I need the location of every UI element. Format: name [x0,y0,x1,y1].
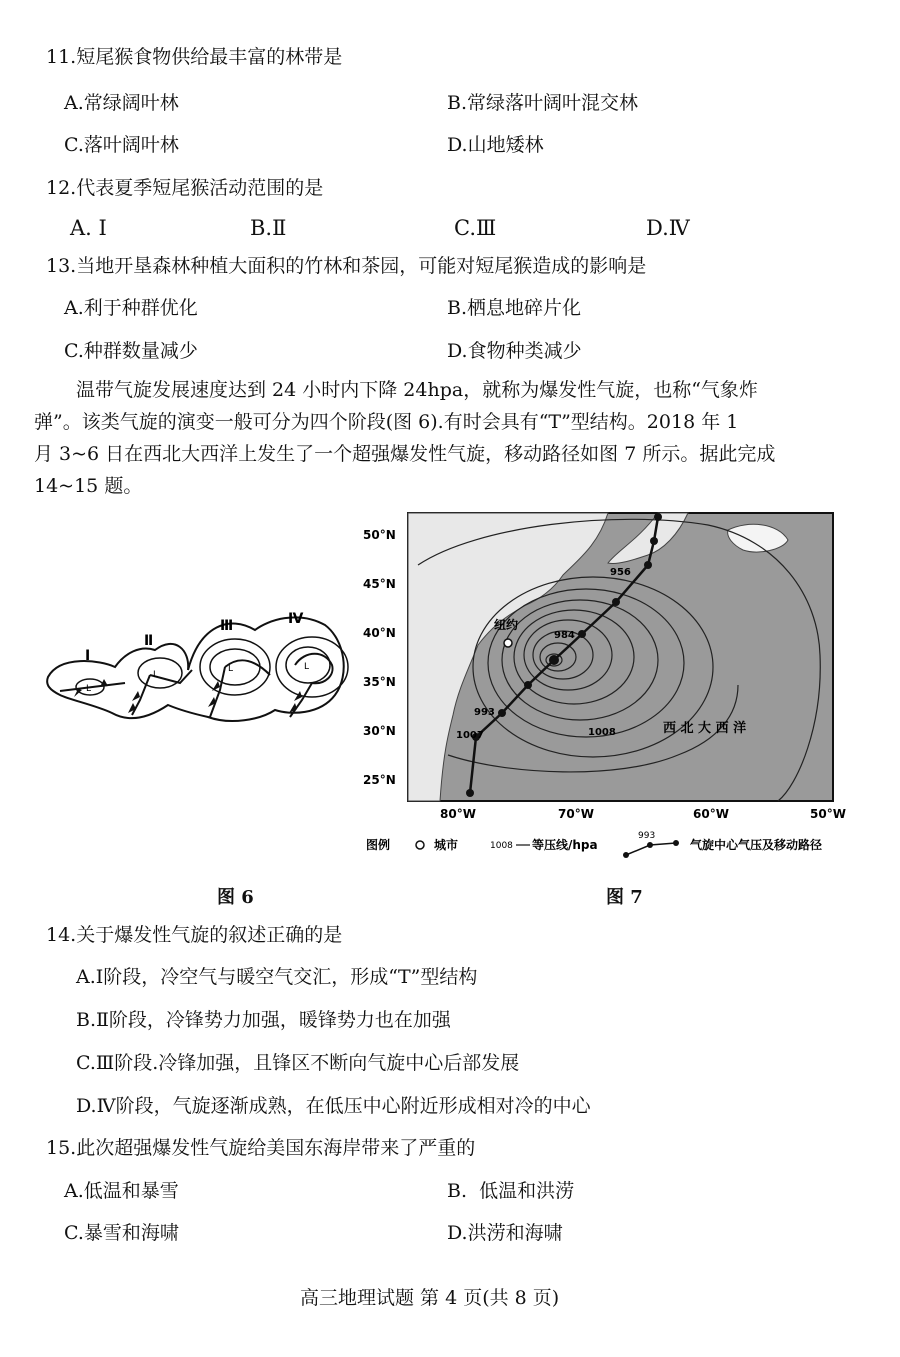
legend-isobar-label: 等压线/hpa [532,838,598,852]
legend-path-point [673,840,679,846]
legend-city-label: 城市 [434,838,459,852]
track-point [578,630,586,638]
q13-option-a: A.利于种群优化 [64,297,198,319]
q12-option-a: A. Ⅰ [70,216,107,240]
q12-option-b: B.Ⅱ [250,216,287,240]
lat-label-50n: 50°N [363,528,396,542]
q11-option-c: C.落叶阔叶林 [64,134,179,156]
q14-stem: 14.关于爆发性气旋的叙述正确的是 [46,924,343,946]
lat-label-25n: 25°N [363,773,396,787]
stage-4-cyclone [276,637,348,717]
figure-7-caption: 图 7 [606,887,643,908]
q11-option-b: B.常绿落叶阔叶混交林 [447,92,639,114]
q11-stem: 11.短尾猴食物供给最丰富的林带是 [46,46,343,68]
track-point [466,789,474,797]
q15-stem: 15.此次超强爆发性气旋给美国东海岸带来了严重的 [46,1137,476,1159]
pressure-label-984: 984 [554,630,575,641]
passage-line-4: 14~15 题。 [34,475,143,497]
q12-option-c: C.Ⅲ [454,216,497,240]
track-point [524,681,532,689]
q15-option-a: A.低温和暴雪 [64,1180,179,1202]
q15-option-c: C.暴雪和海啸 [64,1222,179,1244]
city-marker-new-york [504,639,512,647]
pressure-label-956: 956 [610,567,631,578]
q11-option-d: D.山地矮林 [447,134,544,156]
q14-option-c: C.Ⅲ阶段.冷锋加强，且锋区不断向气旋中心后部发展 [76,1052,520,1074]
stage-1-label: Ⅰ [85,648,91,664]
legend-path-sample: 993 [638,831,656,841]
q14-option-b: B.Ⅱ阶段，冷锋势力加强，暖锋势力也在加强 [76,1009,451,1031]
track-point [650,537,658,545]
stage-3-cyclone [200,639,270,717]
lat-label-30n: 30°N [363,724,396,738]
legend-title: 图例 [366,838,391,852]
ocean-label: 西 北 大 西 洋 [663,721,747,736]
lat-label-35n: 35°N [363,675,396,689]
q14-option-a: A.Ⅰ阶段，冷空气与暖空气交汇，形成“T”型结构 [76,966,478,988]
passage-line-3: 月 3~6 日在西北大西洋上发生了一个超强爆发性气旋，移动路径如图 7 所示。据此完成 [34,443,776,465]
stage-4-label: Ⅳ [288,611,304,627]
q13-option-d: D.食物种类减少 [447,340,582,362]
q15-option-d: D.洪涝和海啸 [447,1222,563,1244]
q12-stem: 12.代表夏季短尾猴活动范围的是 [46,177,324,199]
legend-isobar-sample: 1008 [490,841,513,851]
page-footer: 高三地理试题 第 4 页(共 8 页) [300,1287,560,1309]
q14-option-d: D.Ⅳ阶段，气旋逐渐成熟，在低压中心附近形成相对冷的中心 [76,1095,591,1117]
q15-option-b: B. 低温和洪涝 [447,1180,575,1202]
stage-2-label: Ⅱ [144,633,154,649]
q13-stem: 13.当地开垦森林种植大面积的竹林和茶园，可能对短尾猴造成的影响是 [46,255,647,277]
lat-label-40n: 40°N [363,626,396,640]
stage-3-center-label: L [228,664,234,674]
q11-option-a: A.常绿阔叶林 [64,92,179,114]
lon-label-80w: 80°W [440,807,476,821]
lon-label-70w: 70°W [558,807,594,821]
q13-option-c: C.种群数量减少 [64,340,198,362]
track-point [549,655,559,665]
track-point [654,513,662,521]
pressure-label-1008: 1008 [588,727,616,738]
figure-7-cyclone-track-map [358,505,866,870]
map-legend [366,831,822,858]
stage-2-center-label: L [153,670,159,680]
passage-line-1: 温带气旋发展速度达到 24 小时内下降 24hpa，就称为爆发性气旋，也称“气象炸 [76,379,758,401]
lat-label-45n: 45°N [363,577,396,591]
figure-6-cyclone-stages [40,605,360,735]
legend-path-label: 气旋中心气压及移动路径 [690,838,823,852]
stage-1-cyclone [60,679,125,697]
lon-label-50w: 50°W [810,807,846,821]
stage-1-center-label: L [86,684,92,694]
pressure-label-993: 993 [474,707,495,718]
pressure-label-1007: 1007 [456,730,484,741]
track-point [612,598,620,606]
stage-4-center-label: L [304,662,310,672]
legend-city-symbol [416,841,424,849]
city-label-new-york: 纽约 [494,618,519,632]
legend-path-point [623,852,629,858]
lon-label-60w: 60°W [693,807,729,821]
track-point [644,561,652,569]
legend-path-point [647,842,653,848]
passage-line-2: 弹”。该类气旋的演变一般可分为四个阶段(图 6).有时会具有“T”型结构。2018 年 1 [34,411,739,433]
q12-option-d: D.Ⅳ [646,216,690,240]
q13-option-b: B.栖息地碎片化 [447,297,582,319]
stage-3-label: Ⅲ [220,618,234,634]
stage-2-cyclone [128,658,192,715]
figure-6-caption: 图 6 [217,887,254,908]
track-point [498,709,506,717]
